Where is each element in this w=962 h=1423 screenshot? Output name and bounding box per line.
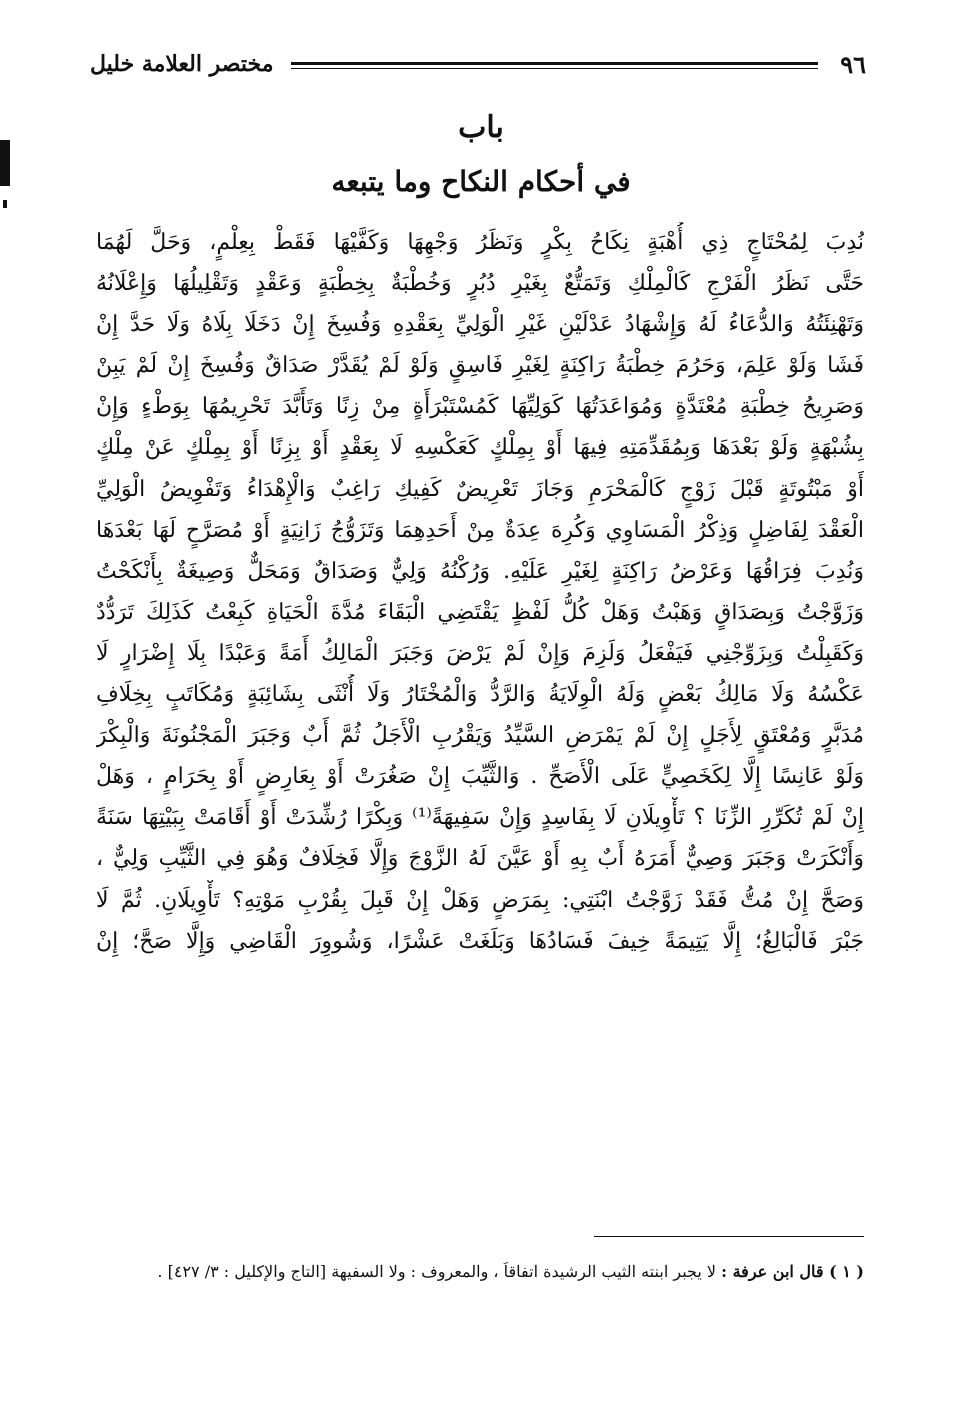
text-line-content: إِنْ لَمْ تُكَرِّرِ الزِّنَا ؟ تَأْوِيلَانِ لَا بِفَاسِدٍ وَإِنْ سَفِيهَةً⁽¹⁾ وَبِكْرًا رُشِّدَتْ أَوْ أَقَامَتْ بِبَيْتِهَا سَنَةً <box>96 805 864 831</box>
text-line-content: أَوْ مَبْتُوتَةٍ قَبْلَ زَوْجٍ كَالْمَحْرَمِ وَجَازَ تَعْرِيضٌ كَفِيكِ رَاغِبٌ وَالْإِهْدَاءُ وَتَفْوِيضُ الْوَلِيِّ <box>96 476 864 502</box>
text-line-content: جَبْرَ فَالْبَالِغُ؛ إِلَّا يَتِيمَةً خِيفَ فَسَادُهَا وَبَلَغَتْ عَشْرًا، وَشُووِرَ الْقَاضِي وَإِلَّا صَحَّ؛ إِنْ <box>96 928 864 954</box>
text-line <box>96 921 864 962</box>
text-line-content: حَتَّى نَظَرُ الْفَرْجِ كَالْمِلْكِ وَتَمَتُّعٌ بِغَيْرِ دُبُرٍ وَخُطْبَةٌ بِخِطْبَةٍ وَعَقْدٍ وَتَقْلِيلُهَا وَإِعْلَانُهُ <box>96 271 864 297</box>
main-text <box>96 222 864 962</box>
footnote <box>96 1262 864 1281</box>
footnote-rule <box>594 1236 864 1237</box>
text-line <box>96 880 864 921</box>
text-line-content: وَلَوْ عَانِسًا إِلَّا لِكَخَصِيٍّ عَلَى الْأَصَحِّ . وَالثَّيِّبَ إِنْ صَغُرَتْ أَوْ بِعَارِضٍ أَوْ بِحَرَامٍ ، وَهَلْ <box>96 764 864 790</box>
text-line <box>96 386 864 427</box>
running-header <box>90 42 866 86</box>
text-line <box>96 469 864 510</box>
text-line <box>96 304 864 345</box>
text-line-content: وَزَوَّجْتُ وَبِصَدَاقٍ وَهَبْتُ وَهَلْ كُلُّ لَفْظٍ يَقْتَضِي الْبَقَاءَ مُدَّةَ الْحَيَاةِ كَبِعْتُ كَذَلِكَ تَرَدُّدٌ <box>96 599 864 625</box>
text-line <box>96 592 864 633</box>
chapter-title: في أحكام النكاح وما يتبعه <box>331 165 631 198</box>
text-line-content: وَتَهْنِئَتُهُ وَالدُّعَاءُ لَهُ وَإِشْهَادُ عَدْلَيْنِ غَيْرِ الْوَلِيِّ بِعَقْدِهِ وَفُسِخَ إِنْ دَخَلَا بِلَاهُ وَلَا حَدَّ إِنْ <box>96 312 864 338</box>
text-line-content: عَكْسُهُ وَلَا مَالِكُ بَعْضٍ وَلَهُ الْوِلَايَةُ وَالرَّدُّ وَالْمُخْتَارُ وَلَا أُنْثَى بِشَائِبَةٍ وَمُكَاتَبٍ بِخِلَافِ <box>96 682 864 708</box>
text-line-content: وَكَقَبِلْتُ وَبِزَوِّجْنِي فَيَفْعَلُ وَلَزِمَ وَإِنْ لَمْ يَرْضَ وَجَبَرَ الْمَالِكُ أَمَةً وَعَبْدًا بِلَا إِضْرَارٍ لَا <box>96 640 864 666</box>
page-number: ٩٦ <box>840 49 866 79</box>
text-line <box>96 222 864 263</box>
footnote-label: ( ١ ) قال ابن عرفة : <box>721 1262 864 1281</box>
text-line-content: مُدَبَّرٍ وَمُعْتَقٍ لِأَجَلٍ إِنْ لَمْ يَمْرَضِ السَّيِّدُ وَيَقْرُبِ الْأَجَلُ ثُمَّ أَبٌ وَجَبَرَ الْمَجْنُونَةَ وَالْبِكْرَ <box>96 723 864 749</box>
text-line <box>96 756 864 797</box>
text-line-content: نُدِبَ لِمُحْتَاجٍ ذِي أُهْبَةٍ نِكَاحُ بِكْرٍ وَنَظَرُ وَجْهِهَا وَكَفَّيْهَا فَقَطْ بِعِلْمٍ، وَحَلَّ لَهُمَا <box>96 230 864 255</box>
text-line-content: بِشُبْهَةٍ وَلَوْ بَعْدَهَا وَبِمُقَدِّمَتِهِ فِيهَا أَوْ بِمِلْكٍ كَعَكْسِهِ لَا بِعَقْدٍ أَوْ بِزِنًا أَوْ بِمِلْكٍ عَنْ مِلْكٍ <box>96 435 864 461</box>
text-line <box>96 427 864 468</box>
text-line <box>96 838 864 879</box>
text-line-content: وَنُدِبَ فِرَاقُهَا وَعَرْضُ رَاكِنَةٍ لِغَيْرِ عَلَيْهِ. وَرُكْنُهُ وَلِيٌّ وَصَدَاقٌ وَمَحَلٌّ وَصِيغَةٌ بِأَنْكَحْتُ <box>96 558 864 584</box>
text-line <box>96 715 864 756</box>
text-line <box>96 674 864 715</box>
binding-edge-dot <box>3 200 7 208</box>
header-rule <box>291 62 818 69</box>
text-line-content: فَشَا وَلَوْ عَلِمَ، وَحَرُمَ خِطْبَةُ رَاكِنَةٍ لِغَيْرِ فَاسِقٍ وَلَوْ لَمْ يُقَدَّرْ صَدَاقٌ وَفُسِخَ إِنْ لَمْ يَبِنْ <box>96 353 864 379</box>
text-line-content: وَأَنْكَرَتْ وَجَبَرَ وَصِيٌّ أَمَرَهُ أَبٌ بِهِ أَوْ عَيَّنَ لَهُ الزَّوْجَ وَإِلَّا فَخِلَافٌ وَهُوَ فِي الثَّيِّبِ وَلِيٌّ ، <box>96 846 864 872</box>
text-line <box>96 345 864 386</box>
footnote-text: لا يجبر ابنته الثيب الرشيدة اتفاقاً ، والمعروف : ولا السفيهة [التاج والإكليل : ٣/ ٤٢٧] . <box>157 1262 717 1281</box>
chapter-label: باب <box>458 110 504 145</box>
text-line <box>96 510 864 551</box>
book-title: مختصر العلامة خليل <box>90 51 274 77</box>
text-line <box>96 797 864 838</box>
text-line-content: الْعَقْدَ لِفَاضِلٍ وَذِكْرُ الْمَسَاوِي وَكُرِهَ عِدَةٌ مِنْ أَحَدِهِمَا وَتَزَوُّجُ زَانِيَةٍ أَوْ مُصَرَّحٍ لَهَا بَعْدَهَا <box>96 517 864 543</box>
text-line-content: وَصَرِيحُ خِطْبَةِ مُعْتَدَّةٍ وَمُوَاعَدَتُهَا كَوَلِيِّهَا كَمُسْتَبْرَأَةٍ مِنْ زِنًا وَتَأَبَّدَ تَحْرِيمُهَا بِوَطْءٍ وَإِنْ <box>96 394 864 420</box>
text-line-content: وَصَحَّ إِنْ مُتُّ فَقَدْ زَوَّجْتُ ابْنَتِي: بِمَرَضٍ وَهَلْ إِنْ قَبِلَ بِقُرْبِ مَوْتِهِ؟ تَأْوِيلَانِ. ثُمَّ لَا <box>96 887 864 913</box>
text-line <box>96 551 864 592</box>
text-line <box>96 263 864 304</box>
text-line <box>96 633 864 674</box>
